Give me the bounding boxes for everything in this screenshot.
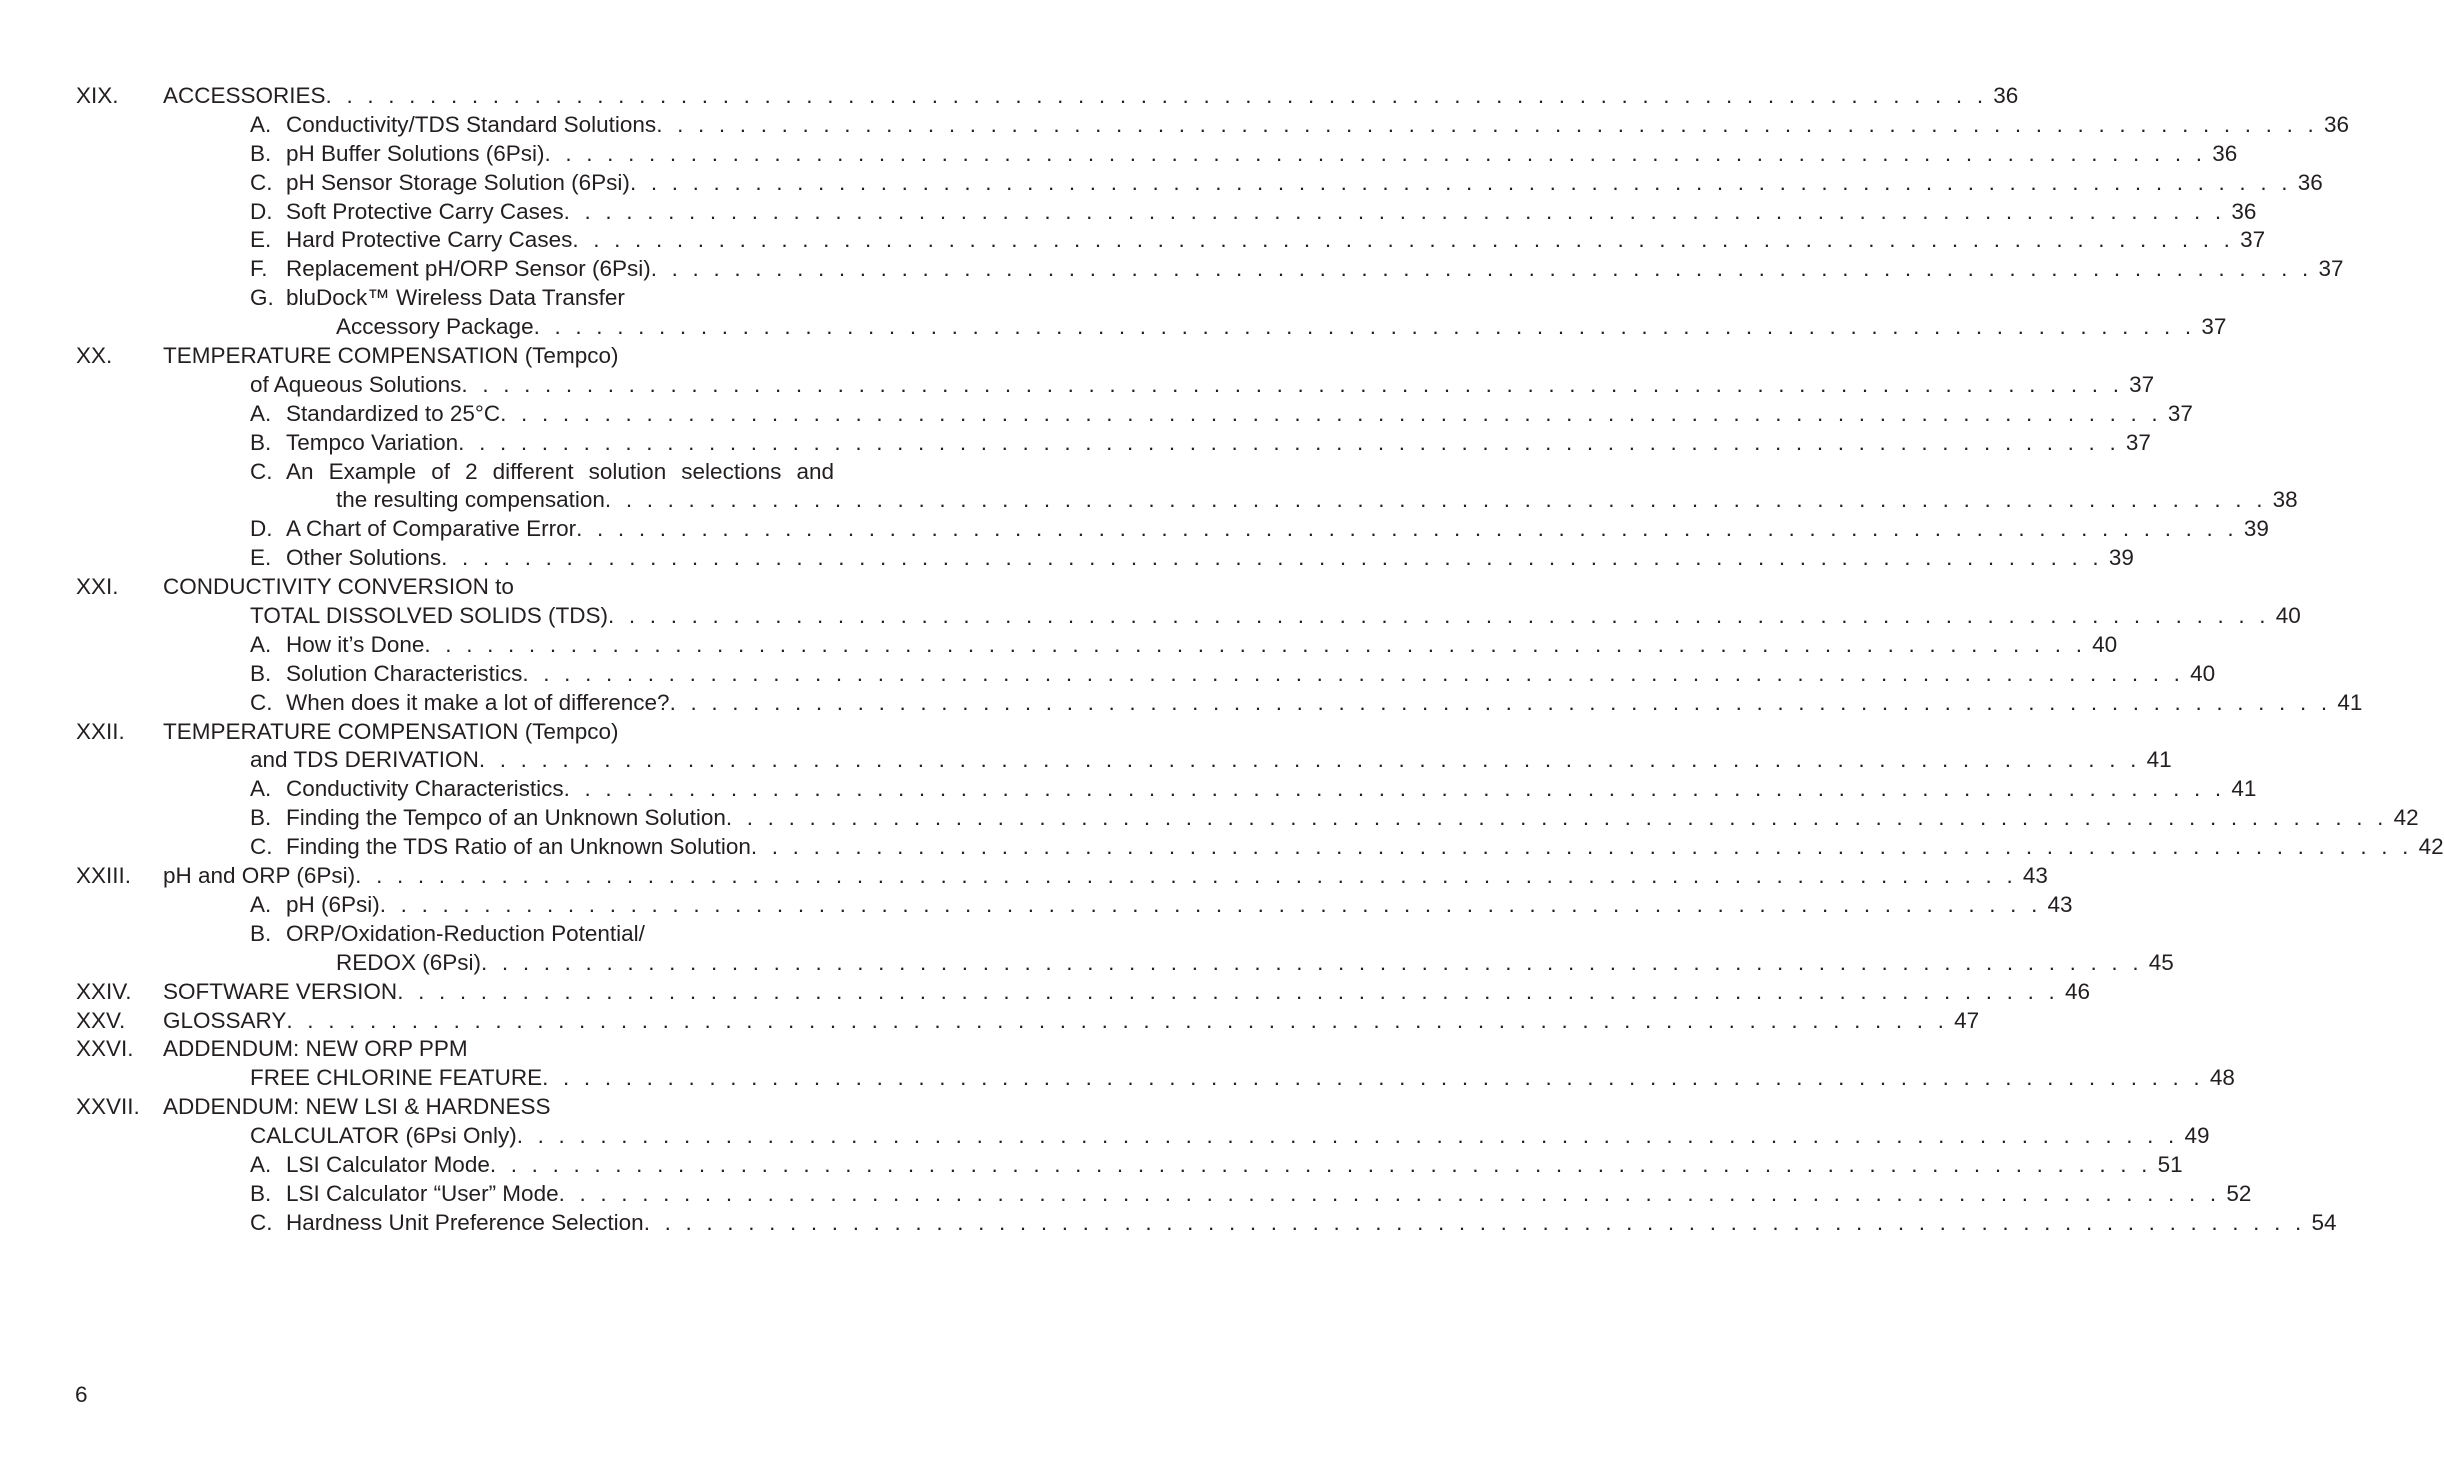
toc-page-number: 49: [2184, 1123, 2210, 1149]
toc-line: [76, 1151, 2183, 1180]
toc-dot-leader: . . . . . . . . . . . . . . . . . . . . . . . . . . . . . . . . . . . . . . . . . . . . . . . . . . . . . . . . . . . . . . . . . . . . . . . . . . . . . . . .: [424, 631, 2087, 657]
toc-dot-leader: . . . . . . . . . . . . . . . . . . . . . . . . . . . . . . . . . . . . . . . . . . . . . . . . . . . . . . . . . . . . . . . . . . . . . . . . . . . . . . . .: [563, 776, 2226, 802]
toc-entry: [250, 833, 2444, 862]
toc-entry-title: pH Buffer Solutions (6Psi): [286, 140, 545, 166]
toc-dot-leader: . . . . . . . . . . . . . . . . . . . . . . . . . . . . . . . . . . . . . . . . . . . . . . . . . . . . . . . . . . . . . . . . . . . . . . . . . . . . . . . .: [669, 689, 2332, 715]
toc-item-letter: A.: [250, 400, 272, 426]
toc-entry-title: ADDENDUM: NEW ORP PPM: [163, 1036, 468, 1062]
toc-entry: [250, 284, 834, 313]
toc-section-number: XXII.: [76, 718, 125, 744]
toc-page-number: 47: [1954, 1007, 1980, 1033]
toc-line: [76, 1122, 2210, 1151]
toc-entry: [250, 920, 834, 949]
toc-entry: [250, 400, 2193, 429]
toc-entry: [163, 978, 2090, 1007]
toc-entry: [250, 544, 2134, 573]
toc-entry-title: Conductivity Characteristics: [286, 776, 564, 802]
toc-dot-leader: . . . . . . . . . . . . . . . . . . . . . . . . . . . . . . . . . . . . . . . . . . . . . . . . . . . . . . . . . . . . . . . . . . . . . . . . . . . . . . . .: [522, 660, 2185, 686]
toc-page-number: 42: [2418, 834, 2444, 860]
toc-page-number: 41: [2146, 747, 2172, 773]
toc-dot-leader: . . . . . . . . . . . . . . . . . . . . . . . . . . . . . . . . . . . . . . . . . . . . . . . . . . . . . . . . . . . . . . . . . . . . . . . . . . . . . . . .: [604, 487, 2267, 513]
toc-entry: [250, 602, 2301, 631]
toc-entry-title: When does it make a lot of difference?: [286, 689, 670, 715]
toc-page-number: 41: [2337, 689, 2363, 715]
page-number: 6: [75, 1382, 88, 1407]
toc-entry-title: A Chart of Comparative Error: [286, 516, 577, 542]
toc-item-letter: C.: [250, 458, 273, 484]
toc-entry-title: the resulting compensation: [336, 487, 605, 513]
toc-entry: [250, 1151, 2183, 1180]
toc-dot-leader: . . . . . . . . . . . . . . . . . . . . . . . . . . . . . . . . . . . . . . . . . . . . . . . . . . . . . . . . . . . . . . . . . . . . . . . . . . . . . . . .: [629, 169, 2292, 195]
toc-entry: [250, 689, 2363, 718]
toc-entry-title: LSI Calculator “User” Mode: [286, 1180, 559, 1206]
toc-entry-title: LSI Calculator Mode: [286, 1151, 490, 1177]
toc-entry: [163, 1007, 1980, 1036]
toc-entry-title: TEMPERATURE COMPENSATION (Tempco): [163, 343, 619, 369]
toc-entry: [250, 255, 2344, 284]
toc-entry-title: An Example of 2 different solution selections and: [286, 458, 834, 484]
toc-line: [76, 169, 2323, 198]
toc-item-letter: G.: [250, 285, 274, 311]
toc-item-letter: E.: [250, 227, 272, 253]
toc-item-letter: F.: [250, 256, 268, 282]
toc-dot-leader: . . . . . . . . . . . . . . . . . . . . . . . . . . . . . . . . . . . . . . . . . . . . . . . . . . . . . . . . . . . . . . . . . . . . . . . . . . . . . . . .: [286, 1007, 1949, 1033]
toc-dot-leader: . . . . . . . . . . . . . . . . . . . . . . . . . . . . . . . . . . . . . . . . . . . . . . . . . . . . . . . . . . . . . . . . . . . . . . . . . . . . . . . .: [500, 400, 2162, 426]
toc-entry: [336, 486, 2298, 515]
toc-entry: [250, 1209, 2337, 1238]
toc-entry-title: REDOX (6Psi): [336, 949, 482, 975]
toc-entry: [250, 804, 2419, 833]
toc-entry: [336, 313, 2227, 342]
toc-entry-title: How it’s Done: [286, 631, 425, 657]
toc-page-number: 39: [2108, 545, 2134, 571]
toc-item-letter: B.: [250, 1180, 272, 1206]
toc-entry-title: pH and ORP (6Psi): [163, 863, 356, 889]
toc-page-number: 37: [2240, 227, 2266, 253]
toc-line: [76, 746, 2172, 775]
toc-page-number: 38: [2272, 487, 2298, 513]
toc-page-number: 36: [2323, 111, 2349, 137]
toc-entry: [250, 775, 2257, 804]
toc-line: [76, 573, 834, 602]
toc-dot-leader: . . . . . . . . . . . . . . . . . . . . . . . . . . . . . . . . . . . . . . . . . . . . . . . . . . . . . . . . . . . . . . . . . . . . . . . . . . . . . . . .: [355, 863, 2017, 889]
toc-entry: [250, 371, 2155, 400]
toc-entry-title: Solution Characteristics: [286, 660, 523, 686]
toc-entry: [250, 746, 2172, 775]
toc-item-letter: B.: [250, 805, 272, 831]
toc-item-letter: D.: [250, 516, 273, 542]
toc-entry-title: TEMPERATURE COMPENSATION (Tempco): [163, 718, 619, 744]
toc-item-letter: D.: [250, 198, 273, 224]
toc-line: [76, 1093, 834, 1122]
toc-line: [76, 400, 2193, 429]
toc-line: [76, 718, 834, 747]
toc-dot-leader: . . . . . . . . . . . . . . . . . . . . . . . . . . . . . . . . . . . . . . . . . . . . . . . . . . . . . . . . . . . . . . . . . . . . . . . . . . . . . . . .: [379, 891, 2042, 917]
toc-entry-title: pH Sensor Storage Solution (6Psi): [286, 169, 630, 195]
toc-item-letter: C.: [250, 169, 273, 195]
toc-dot-leader: . . . . . . . . . . . . . . . . . . . . . . . . . . . . . . . . . . . . . . . . . . . . . . . . . . . . . . . . . . . . . . . . . . . . . . . . . . . . . . . .: [576, 516, 2238, 542]
toc-dot-leader: . . . . . . . . . . . . . . . . . . . . . . . . . . . . . . . . . . . . . . . . . . . . . . . . . . . . . . . . . . . . . . . . . . . . . . . . . . . . . . . .: [533, 314, 2196, 340]
toc-entry: [250, 1122, 2210, 1151]
toc-dot-leader: . . . . . . . . . . . . . . . . . . . . . . . . . . . . . . . . . . . . . . . . . . . . . . . . . . . . . . . . . . . . . . . . . . . . . . . . . . . . . . . .: [750, 834, 2413, 860]
toc-page-number: 42: [2393, 805, 2419, 831]
toc-line: [76, 804, 2419, 833]
toc-item-letter: B.: [250, 920, 272, 946]
toc-entry-title: ADDENDUM: NEW LSI & HARDNESS: [163, 1094, 551, 1120]
toc-page-number: 36: [2297, 169, 2323, 195]
toc-entry-title: ORP/Oxidation-Reduction Potential/: [286, 920, 645, 946]
toc-dot-leader: . . . . . . . . . . . . . . . . . . . . . . . . . . . . . . . . . . . . . . . . . . . . . . . . . . . . . . . . . . . . . . . . . . . . . . . . . . . . . . . .: [725, 805, 2388, 831]
toc-entry-title: Replacement pH/ORP Sensor (6Psi): [286, 256, 651, 282]
toc-entry: [250, 169, 2323, 198]
toc-entry: [163, 1035, 834, 1064]
toc-entry-title: TOTAL DISSOLVED SOLIDS (TDS): [250, 603, 608, 629]
toc-line: [76, 602, 2301, 631]
toc-item-letter: A.: [250, 631, 272, 657]
table-of-contents: [76, 82, 2444, 1238]
toc-item-letter: B.: [250, 660, 272, 686]
toc-dot-leader: . . . . . . . . . . . . . . . . . . . . . . . . . . . . . . . . . . . . . . . . . . . . . . . . . . . . . . . . . . . . . . . . . . . . . . . . . . . . . . . .: [544, 140, 2207, 166]
toc-page-number: 37: [2125, 429, 2151, 455]
toc-item-letter: E.: [250, 545, 272, 571]
toc-entry-title: Hardness Unit Preference Selection: [286, 1209, 644, 1235]
toc-line: [76, 1035, 834, 1064]
toc-line: [76, 775, 2257, 804]
toc-dot-leader: . . . . . . . . . . . . . . . . . . . . . . . . . . . . . . . . . . . . . . . . . . . . . . . . . . . . . . . . . . . . . . . . . . . . . . . . . . . . . . . .: [516, 1123, 2179, 1149]
toc-page-number: 43: [2022, 863, 2048, 889]
toc-entry: [250, 429, 2151, 458]
toc-page-number: 37: [2201, 314, 2227, 340]
toc-dot-leader: . . . . . . . . . . . . . . . . . . . . . . . . . . . . . . . . . . . . . . . . . . . . . . . . . . . . . . . . . . . . . . . . . . . . . . . . . . . . . . . .: [542, 1065, 2204, 1091]
toc-dot-leader: . . . . . . . . . . . . . . . . . . . . . . . . . . . . . . . . . . . . . . . . . . . . . . . . . . . . . . . . . . . . . . . . . . . . . . . . . . . . . . . .: [572, 227, 2235, 253]
toc-entry-title: Finding the Tempco of an Unknown Solution: [286, 805, 726, 831]
toc-item-letter: B.: [250, 429, 272, 455]
toc-entry-title: ACCESSORIES: [163, 83, 326, 108]
toc-page-number: 45: [2148, 949, 2174, 975]
toc-entry-title: bluDock™ Wireless Data Transfer: [286, 285, 625, 311]
toc-page-number: 51: [2157, 1151, 2183, 1177]
toc-entry: [250, 631, 2118, 660]
toc-entry-title: Soft Protective Carry Cases: [286, 198, 564, 224]
toc-line: [76, 949, 2174, 978]
toc-line: [76, 833, 2444, 862]
toc-page-number: 40: [2190, 660, 2216, 686]
toc-item-letter: C.: [250, 689, 273, 715]
toc-dot-leader: . . . . . . . . . . . . . . . . . . . . . . . . . . . . . . . . . . . . . . . . . . . . . . . . . . . . . . . . . . . . . . . . . . . . . . . . . . . . . . . .: [656, 111, 2318, 137]
toc-entry: [250, 198, 2257, 227]
toc-item-letter: B.: [250, 140, 272, 166]
toc-item-letter: A.: [250, 776, 272, 802]
toc-line: [76, 429, 2151, 458]
toc-entry: [336, 949, 2174, 978]
toc-line: [76, 284, 834, 313]
toc-page-number: 36: [1993, 83, 2019, 108]
toc-line: [76, 255, 2344, 284]
toc-line: [76, 226, 2266, 255]
toc-entry: [163, 82, 2019, 111]
toc-line: [76, 515, 2269, 544]
toc-entry-title: GLOSSARY: [163, 1007, 287, 1033]
toc-line: [76, 82, 2019, 111]
toc-page-number: 54: [2311, 1209, 2337, 1235]
toc-item-letter: A.: [250, 111, 272, 137]
toc-section-number: XXI.: [76, 574, 119, 600]
toc-entry: [250, 1064, 2235, 1093]
toc-page-number: 37: [2129, 371, 2155, 397]
toc-line: [76, 660, 2216, 689]
toc-entry: [163, 862, 2048, 891]
toc-page-number: 40: [2275, 603, 2301, 629]
toc-entry-title: Conductivity/TDS Standard Solutions: [286, 111, 657, 137]
toc-entry: [163, 718, 834, 747]
toc-line: [76, 891, 2073, 920]
toc-page-number: 46: [2064, 978, 2090, 1004]
toc-page-number: 37: [2167, 400, 2193, 426]
toc-entry: [250, 111, 2349, 140]
toc-page-number: 43: [2047, 891, 2073, 917]
toc-page-number: 36: [2231, 198, 2257, 224]
toc-entry: [250, 660, 2216, 689]
toc-entry-title: Hard Protective Carry Cases: [286, 227, 573, 253]
toc-line: [76, 1180, 2252, 1209]
toc-line: [76, 111, 2349, 140]
toc-entry-title: of Aqueous Solutions: [250, 371, 462, 397]
toc-page-number: 40: [2092, 631, 2118, 657]
toc-entry-title: Other Solutions: [286, 545, 442, 571]
toc-line: [76, 458, 834, 487]
toc-section-number: XX.: [76, 343, 113, 369]
toc-entry-title: SOFTWARE VERSION: [163, 978, 398, 1004]
toc-page-number: 39: [2243, 516, 2269, 542]
toc-item-letter: A.: [250, 891, 272, 917]
toc-line: [76, 140, 2238, 169]
toc-line: [76, 920, 834, 949]
toc-entry: [163, 342, 834, 371]
toc-dot-leader: . . . . . . . . . . . . . . . . . . . . . . . . . . . . . . . . . . . . . . . . . . . . . . . . . . . . . . . . . . . . . . . . . . . . . . . . . . . . . . . .: [478, 747, 2141, 773]
toc-line: [76, 544, 2134, 573]
toc-dot-leader: . . . . . . . . . . . . . . . . . . . . . . . . . . . . . . . . . . . . . . . . . . . . . . . . . . . . . . . . . . . . . . . . . . . . . . . . . . . . . . . .: [650, 256, 2313, 282]
toc-line: [76, 198, 2257, 227]
toc-entry-title: CALCULATOR (6Psi Only): [250, 1123, 517, 1149]
toc-entry: [250, 458, 834, 487]
toc-line: [76, 342, 834, 371]
toc-dot-leader: . . . . . . . . . . . . . . . . . . . . . . . . . . . . . . . . . . . . . . . . . . . . . . . . . . . . . . . . . . . . . . . . . . . . . . . . . . . . . . . .: [489, 1151, 2152, 1177]
toc-item-letter: C.: [250, 834, 273, 860]
toc-line: [76, 631, 2118, 660]
toc-page-number: 36: [2212, 140, 2238, 166]
toc-line: [76, 689, 2363, 718]
toc-dot-leader: . . . . . . . . . . . . . . . . . . . . . . . . . . . . . . . . . . . . . . . . . . . . . . . . . . . . . . . . . . . . . . . . . . . . . . . . . . . . . . . .: [325, 83, 1988, 108]
toc-entry: [250, 1180, 2252, 1209]
toc-dot-leader: . . . . . . . . . . . . . . . . . . . . . . . . . . . . . . . . . . . . . . . . . . . . . . . . . . . . . . . . . . . . . . . . . . . . . . . . . . . . . . . .: [563, 198, 2226, 224]
toc-dot-leader: . . . . . . . . . . . . . . . . . . . . . . . . . . . . . . . . . . . . . . . . . . . . . . . . . . . . . . . . . . . . . . . . . . . . . . . . . . . . . . . .: [608, 603, 2270, 629]
toc-dot-leader: . . . . . . . . . . . . . . . . . . . . . . . . . . . . . . . . . . . . . . . . . . . . . . . . . . . . . . . . . . . . . . . . . . . . . . . . . . . . . . . .: [643, 1209, 2306, 1235]
toc-line: [76, 313, 2227, 342]
toc-dot-leader: . . . . . . . . . . . . . . . . . . . . . . . . . . . . . . . . . . . . . . . . . . . . . . . . . . . . . . . . . . . . . . . . . . . . . . . . . . . . . . . .: [458, 429, 2120, 455]
toc-line: [76, 978, 2090, 1007]
toc-page-number: 37: [2318, 256, 2344, 282]
toc-section-number: XIX.: [76, 83, 119, 108]
toc-line: [76, 1064, 2235, 1093]
toc-dot-leader: . . . . . . . . . . . . . . . . . . . . . . . . . . . . . . . . . . . . . . . . . . . . . . . . . . . . . . . . . . . . . . . . . . . . . . . . . . . . . . . .: [481, 949, 2143, 975]
toc-entry-title: Finding the TDS Ratio of an Unknown Solution: [286, 834, 751, 860]
toc-dot-leader: . . . . . . . . . . . . . . . . . . . . . . . . . . . . . . . . . . . . . . . . . . . . . . . . . . . . . . . . . . . . . . . . . . . . . . . . . . . . . . . .: [461, 371, 2124, 397]
toc-entry-title: Accessory Package: [336, 314, 534, 340]
toc-entry-title: and TDS DERIVATION: [250, 747, 479, 773]
toc-entry-title: Standardized to 25°C: [286, 400, 501, 426]
toc-item-letter: A.: [250, 1151, 272, 1177]
toc-section-number: XXVII.: [76, 1094, 140, 1120]
toc-entry: [163, 1093, 834, 1122]
toc-entry: [250, 226, 2266, 255]
toc-entry: [250, 891, 2073, 920]
toc-entry-title: FREE CHLORINE FEATURE: [250, 1065, 543, 1091]
toc-item-letter: C.: [250, 1209, 273, 1235]
toc-entry-title: pH (6Psi): [286, 891, 380, 917]
toc-entry-title: Tempco Variation: [286, 429, 459, 455]
toc-dot-leader: . . . . . . . . . . . . . . . . . . . . . . . . . . . . . . . . . . . . . . . . . . . . . . . . . . . . . . . . . . . . . . . . . . . . . . . . . . . . . . . .: [397, 978, 2059, 1004]
toc-line: [76, 486, 2298, 515]
toc-dot-leader: . . . . . . . . . . . . . . . . . . . . . . . . . . . . . . . . . . . . . . . . . . . . . . . . . . . . . . . . . . . . . . . . . . . . . . . . . . . . . . . .: [558, 1180, 2221, 1206]
toc-page-number: 52: [2226, 1180, 2252, 1206]
toc-entry: [250, 515, 2269, 544]
toc-section-number: XXIII.: [76, 863, 132, 889]
toc-page-number: 48: [2209, 1065, 2235, 1091]
toc-page-number: 41: [2231, 776, 2257, 802]
toc-section-number: XXIV.: [76, 978, 132, 1004]
toc-entry: [163, 573, 834, 602]
toc-entry: [250, 140, 2238, 169]
toc-line: [76, 1209, 2337, 1238]
toc-section-number: XXV.: [76, 1007, 126, 1033]
toc-line: [76, 1007, 1980, 1036]
toc-dot-leader: . . . . . . . . . . . . . . . . . . . . . . . . . . . . . . . . . . . . . . . . . . . . . . . . . . . . . . . . . . . . . . . . . . . . . . . . . . . . . . . .: [441, 545, 2103, 571]
toc-line: [76, 862, 2048, 891]
toc-section-number: XXVI.: [76, 1036, 134, 1062]
toc-entry-title: CONDUCTIVITY CONVERSION to: [163, 574, 514, 600]
toc-line: [76, 371, 2155, 400]
